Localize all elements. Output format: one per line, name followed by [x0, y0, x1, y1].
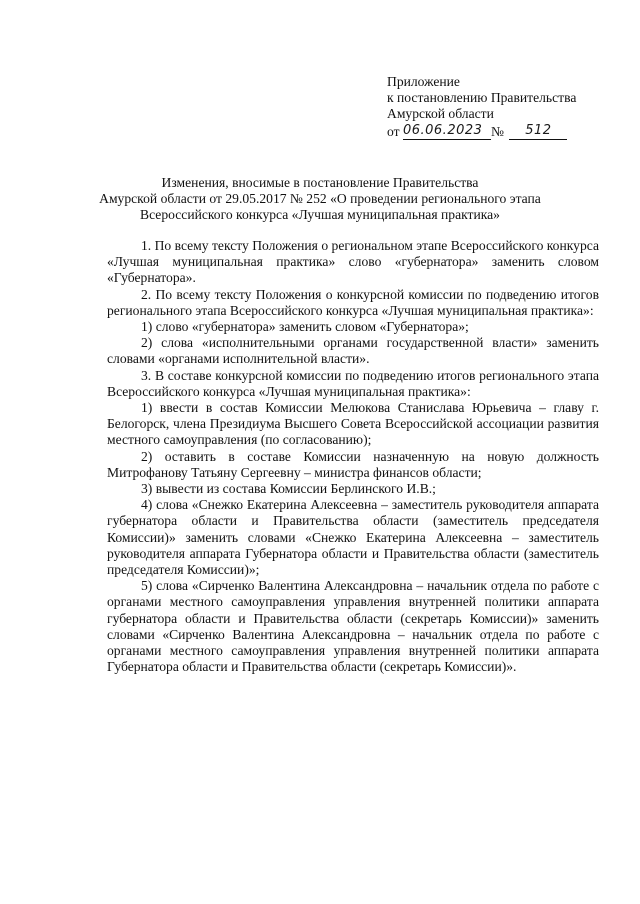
- appendix-line-2: к постановлению Правительства: [387, 90, 577, 105]
- paragraph: 3. В составе конкурсной комиссии по подведению итогов регионального этапа Всероссийского конкурса «Лучшая муниципальная практика»:: [107, 367, 599, 399]
- paragraph: 1) слово «губернатора» заменить словом «Губернатора»;: [141, 319, 469, 335]
- appendix-header: [387, 74, 627, 140]
- appendix-date-line: [387, 122, 627, 140]
- document-title: [90, 175, 550, 223]
- paragraph: 2) слова «исполнительными органами государственной власти» заменить словами «органами исполнительной власти».: [107, 335, 599, 367]
- paragraph: 4) слова «Снежко Екатерина Алексеевна – заместитель руководителя аппарата губернатора области и Правительства области (заместитель председателя Комиссии)» заменить словами «Снежко Екатерина Алексеевна – заместитель руководителя аппарата Губернатора области и Правительства области (заместитель председателя Комиссии)»;: [107, 497, 599, 578]
- handwritten-date: 06.06.2023: [402, 123, 483, 138]
- paragraph: 1) ввести в состав Комиссии Мелюкова Станислава Юрьевича – главу г. Белогорск, члена Президиума Высшего Совета Всероссийской ассоциации развития местного самоуправления (по согласованию);: [107, 400, 599, 448]
- title-line-3: Всероссийского конкурса «Лучшая муниципальная практика»: [140, 207, 500, 222]
- number-field: [509, 122, 567, 140]
- appendix-line-3: Амурской области: [387, 106, 494, 121]
- date-prefix: от: [387, 124, 400, 139]
- paragraph: 2) оставить в составе Комиссии назначенную на новую должность Митрофанову Татьяну Сергеевну – министра финансов области;: [107, 448, 599, 480]
- title-line-2: Амурской области от 29.05.2017 № 252 «О проведении регионального этапа: [99, 191, 541, 206]
- paragraph: 5) слова «Сирченко Валентина Александровна – начальник отдела по работе с органами местного самоуправления управления внутренней политики аппарата губернатора области и Правительства области (секретарь Комиссии)» заменить словами «Сирченко Валентина Александровна – начальник отдела по работе с органами местного самоуправления управления внутренней политики аппарата Губернатора области и Правительства области (секретарь Комиссии)».: [107, 578, 599, 675]
- paragraph: 1. По всему тексту Положения о региональном этапе Всероссийского конкурса «Лучшая муниципальная практика» слово «губернатора» заменить словом «Губернатора».: [107, 238, 599, 286]
- paragraph: 3) вывести из состава Комиссии Берлинского И.В.;: [141, 481, 436, 497]
- document-body: [107, 238, 599, 675]
- title-line-1: Изменения, вносимые в постановление Правительства: [161, 175, 479, 190]
- number-sign: №: [490, 124, 504, 139]
- paragraph: 2. По всему тексту Положения о конкурсной комиссии по подведению итогов регионального этапа Всероссийского конкурса «Лучшая муниципальная практика»:: [107, 286, 599, 318]
- appendix-line-1: Приложение: [387, 74, 460, 89]
- handwritten-number: 512: [525, 123, 552, 138]
- date-field: [403, 122, 491, 140]
